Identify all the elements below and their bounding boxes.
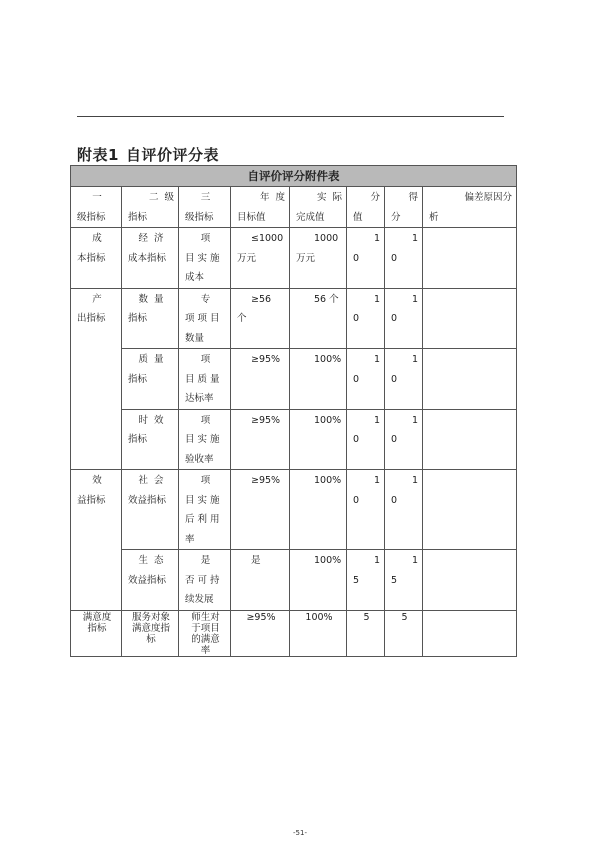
cell-line: 服务对象 <box>131 611 170 623</box>
header-bottom-text: 级指标 <box>77 211 106 223</box>
score-value <box>347 228 385 289</box>
cell-line: 1 <box>411 414 418 426</box>
cell-line: 是 <box>200 555 211 566</box>
third-level-indicator <box>179 409 231 470</box>
obtained-score <box>385 409 423 470</box>
cell-line: 1 <box>411 293 418 305</box>
actual-completed-value <box>290 470 347 550</box>
header-bottom-text: 指标 <box>128 211 148 223</box>
cell-line: 目 实 施 <box>185 434 220 445</box>
second-level-indicator <box>122 349 179 410</box>
cell-line: 100% <box>314 354 342 365</box>
cell-line: 否 可 持 <box>185 574 220 586</box>
cell-line: 成 <box>92 233 102 244</box>
actual-completed-value <box>290 409 347 470</box>
actual-completed-value <box>290 610 347 656</box>
cell-line: 成本指标 <box>128 252 167 264</box>
header-bottom-text: 分 <box>391 211 401 223</box>
appendix-label: 附表1 <box>77 146 119 164</box>
cell-line: 本指标 <box>77 252 106 264</box>
cell-line: 万元 <box>296 252 316 264</box>
actual-completed-value <box>290 228 347 289</box>
annual-target-value <box>231 228 290 289</box>
header-cell <box>290 187 347 228</box>
cell-line: 0 <box>391 373 398 385</box>
deviation-reason <box>423 550 517 611</box>
cell-line: 满意度指 <box>131 622 170 634</box>
table-title: 自评价评分附件表 <box>71 166 517 187</box>
header-top-text: 年 度 <box>259 192 285 203</box>
second-level-indicator <box>122 228 179 289</box>
cell-line: 项 <box>200 233 211 244</box>
cell-line: 0 <box>391 313 398 324</box>
cell-line: 0 <box>353 313 360 324</box>
table-title-row <box>71 166 517 187</box>
first-level-indicator <box>71 228 122 289</box>
cell-line: 目 实 施 <box>185 494 220 506</box>
header-bottom-text: 析 <box>429 211 439 223</box>
cell-line: 质 量 <box>138 354 164 365</box>
cell-line: ≥95% <box>246 611 276 623</box>
header-top-text: 实 际 <box>316 192 342 203</box>
obtained-score <box>385 550 423 611</box>
header-top-text: 三 <box>200 192 211 203</box>
cell-line: 效 <box>92 475 102 486</box>
cell-line: 是 <box>251 555 261 566</box>
deviation-reason <box>423 409 517 470</box>
score-table-body <box>71 166 517 657</box>
cell-line: 56 个 <box>314 293 339 305</box>
header-cell <box>385 187 423 228</box>
cell-line: 100% <box>305 611 333 623</box>
header-cell <box>423 187 517 228</box>
annual-target-value <box>231 470 290 550</box>
score-value <box>347 470 385 550</box>
header-bottom-text: 完成值 <box>296 211 325 223</box>
appendix-heading <box>77 144 219 165</box>
cell-line: 产 <box>92 293 102 305</box>
cell-line: 效益指标 <box>128 574 167 586</box>
cell-line: 个 <box>237 313 247 324</box>
header-bottom-text: 目标值 <box>237 211 266 223</box>
cell-line: 1 <box>373 414 380 426</box>
cell-line: ≤1000 <box>251 233 284 244</box>
second-level-indicator <box>122 409 179 470</box>
header-bottom-text: 级指标 <box>185 211 214 223</box>
cell-line: 的满意 <box>191 633 220 645</box>
table-row <box>71 288 517 349</box>
cell-line: 达标率 <box>185 393 214 404</box>
cell-line: 1000 <box>314 233 339 244</box>
cell-line: 目 实 施 <box>185 252 220 264</box>
score-value <box>347 349 385 410</box>
cell-line: ≥95% <box>251 414 281 426</box>
cell-line: 1 <box>373 354 380 365</box>
cell-line: 验收率 <box>185 453 214 465</box>
header-bottom-text: 值 <box>353 211 363 223</box>
cell-line: 0 <box>353 494 360 506</box>
cell-line: 经 济 <box>138 233 164 244</box>
cell-line: 5 <box>401 611 408 623</box>
actual-completed-value <box>290 288 347 349</box>
third-level-indicator <box>179 288 231 349</box>
deviation-reason <box>423 349 517 410</box>
score-value <box>347 610 385 656</box>
cell-line: 指标 <box>128 434 148 445</box>
header-top-text: 偏差原因分 <box>464 192 512 203</box>
cell-line: 5 <box>353 574 360 586</box>
third-level-indicator <box>179 349 231 410</box>
cell-line: 1 <box>373 293 380 305</box>
cell-line: 1 <box>373 475 380 486</box>
actual-completed-value <box>290 349 347 410</box>
header-top-text: 一 <box>92 192 102 203</box>
cell-line: 数量 <box>185 332 205 344</box>
cell-line: 于项目 <box>191 622 220 634</box>
satisfaction-row <box>71 610 517 656</box>
cell-line: 0 <box>353 434 360 445</box>
obtained-score <box>385 228 423 289</box>
cell-line: 100% <box>314 555 342 566</box>
cell-line: 0 <box>353 373 360 385</box>
cell-line: 万元 <box>237 252 257 264</box>
cell-line: ≥95% <box>251 354 281 365</box>
cell-line: 指标 <box>128 313 148 324</box>
second-level-indicator <box>122 470 179 550</box>
cell-line: ≥95% <box>251 475 281 486</box>
cell-line: 指标 <box>87 622 107 634</box>
table-row <box>71 409 517 470</box>
cell-line: 生 态 <box>138 555 164 566</box>
cell-line: 项 <box>200 475 211 486</box>
cell-line: 1 <box>373 555 380 566</box>
header-top-text: 得 <box>408 192 418 203</box>
annual-target-value <box>231 610 290 656</box>
cell-line: 续发展 <box>185 594 214 605</box>
cell-line: 益指标 <box>77 494 106 506</box>
actual-completed-value <box>290 550 347 611</box>
header-cell <box>347 187 385 228</box>
cell-line: 0 <box>391 252 398 264</box>
cell-line: 5 <box>391 574 398 586</box>
score-value <box>347 288 385 349</box>
third-level-indicator <box>179 228 231 289</box>
header-rule <box>77 116 504 117</box>
cell-line: 专 <box>200 293 211 305</box>
cell-line: 指标 <box>128 373 148 385</box>
annual-target-value <box>231 409 290 470</box>
cell-line: 率 <box>185 533 195 545</box>
obtained-score <box>385 470 423 550</box>
cell-line: 后 利 用 <box>185 514 220 525</box>
annual-target-value <box>231 288 290 349</box>
cell-line: 1 <box>373 233 380 244</box>
third-level-indicator <box>179 550 231 611</box>
cell-line: ≥56 <box>251 293 272 305</box>
cell-line: 0 <box>391 494 398 506</box>
deviation-reason <box>423 470 517 550</box>
obtained-score <box>385 288 423 349</box>
header-cell <box>231 187 290 228</box>
cell-line: 社 会 <box>138 475 164 486</box>
page-number: -51- <box>293 829 307 837</box>
cell-line: 0 <box>391 434 398 445</box>
second-level-indicator <box>122 610 179 656</box>
first-level-indicator <box>71 470 122 611</box>
second-level-indicator <box>122 288 179 349</box>
cell-line: 1 <box>411 475 418 486</box>
deviation-reason <box>423 610 517 656</box>
deviation-reason <box>423 288 517 349</box>
third-level-indicator <box>179 610 231 656</box>
cell-line: 时 效 <box>138 414 164 426</box>
cell-line: 出指标 <box>77 313 106 324</box>
cell-line: 目 质 量 <box>185 373 220 385</box>
header-top-text: 分 <box>370 192 380 203</box>
cell-line: 1 <box>411 354 418 365</box>
first-level-indicator <box>71 288 122 470</box>
header-cell <box>71 187 122 228</box>
table-row <box>71 349 517 410</box>
cell-line: 1 <box>411 233 418 244</box>
obtained-score <box>385 349 423 410</box>
annual-target-value <box>231 349 290 410</box>
header-top-text: 二 级 <box>148 192 174 203</box>
score-value <box>347 409 385 470</box>
table-row <box>71 550 517 611</box>
score-value <box>347 550 385 611</box>
cell-line: 师生对 <box>191 611 220 623</box>
table-row <box>71 470 517 550</box>
cell-line: 100% <box>314 475 342 486</box>
score-table <box>70 165 517 657</box>
deviation-reason <box>423 228 517 289</box>
annual-target-value <box>231 550 290 611</box>
cell-line: 满意度 <box>82 611 112 623</box>
cell-line: 率 <box>200 644 211 656</box>
table-row <box>71 228 517 289</box>
cell-line: 0 <box>353 252 360 264</box>
cell-line: 数 量 <box>138 293 164 305</box>
cell-line: 效益指标 <box>128 494 167 506</box>
appendix-title: 自评价评分表 <box>125 146 219 164</box>
cell-line: 项 <box>200 354 211 365</box>
second-level-indicator <box>122 550 179 611</box>
header-cell <box>122 187 179 228</box>
obtained-score <box>385 610 423 656</box>
cell-line: 标 <box>146 633 156 645</box>
cell-line: 项 项 目 <box>185 313 220 324</box>
third-level-indicator <box>179 470 231 550</box>
header-cell <box>179 187 231 228</box>
cell-line: 5 <box>363 611 370 623</box>
cell-line: 100% <box>314 414 342 426</box>
cell-line: 项 <box>200 414 211 426</box>
cell-line: 1 <box>411 555 418 566</box>
first-level-indicator <box>71 610 122 656</box>
header-row <box>71 187 517 228</box>
cell-line: 成本 <box>185 272 205 283</box>
